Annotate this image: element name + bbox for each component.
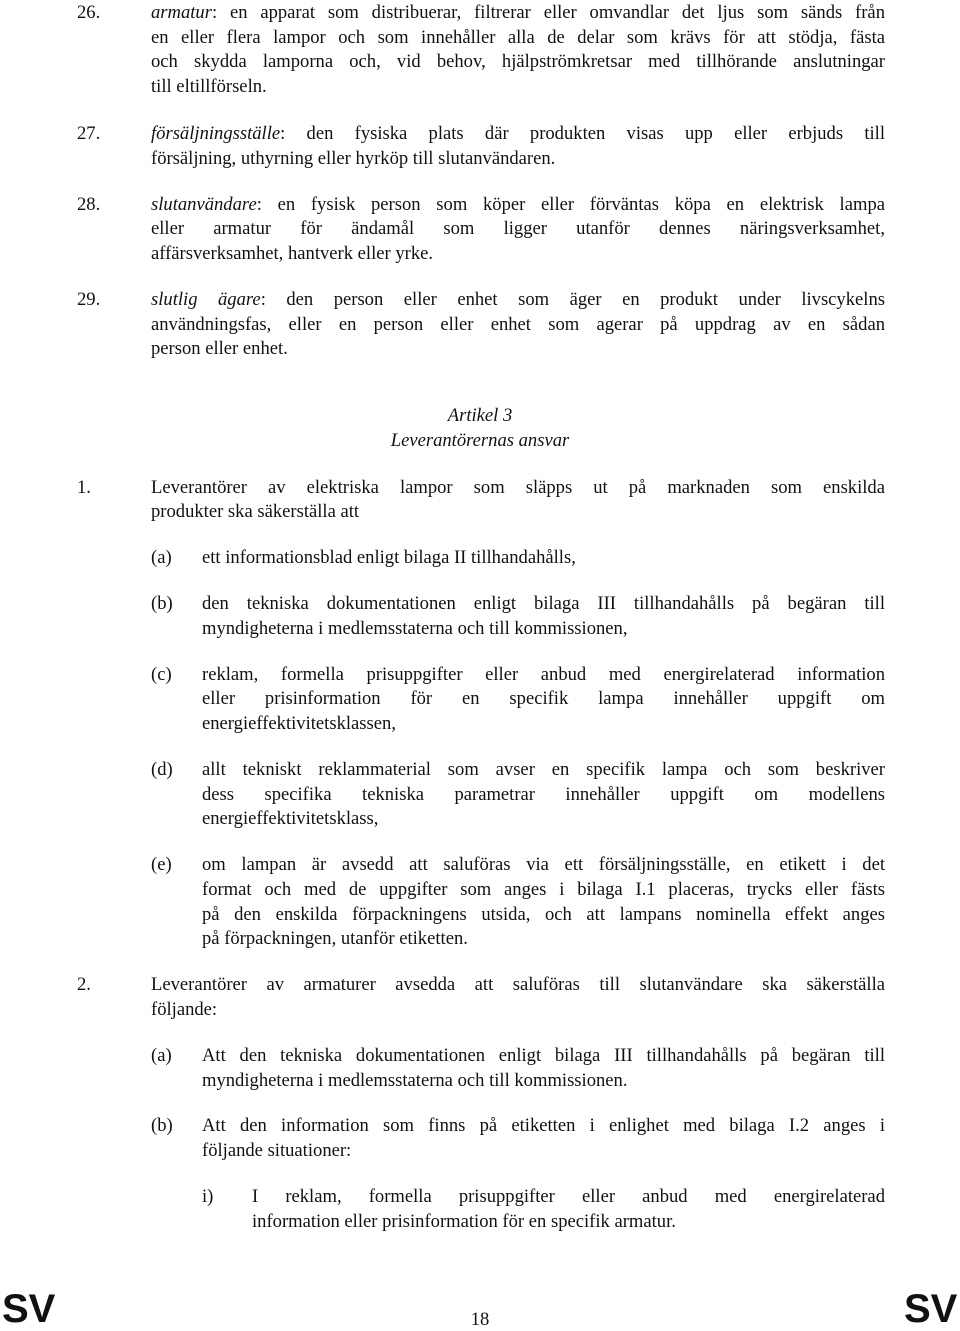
item-line: den tekniska dokumentationen enligt bilaga III tillhandahålls på begäran till xyxy=(202,593,885,614)
item-label: (b) xyxy=(151,593,173,614)
item-line: på den enskilda förpackningens utsida, och att lampans nominella effekt anges xyxy=(202,904,885,925)
paragraph-number: 2. xyxy=(77,974,91,995)
defined-term: försäljningsställe xyxy=(151,123,281,144)
paragraph-line: produkter ska säkerställa att xyxy=(151,501,360,522)
definition-line: en eller flera lampor och som innehåller alla de delar som krävs för att stödja, fästa xyxy=(151,27,885,48)
definition-line xyxy=(151,192,885,217)
language-code-left: SV xyxy=(2,1287,56,1331)
item-line: Att den tekniska dokumentationen enligt bilaga III tillhandahålls på begäran till xyxy=(202,1045,885,1066)
item-line: allt tekniskt reklammaterial som avser en specifik lampa och som beskriver xyxy=(202,759,885,780)
paragraph-number: 1. xyxy=(77,477,91,498)
item-line: reklam, formella prisuppgifter eller anbud med energirelaterad information xyxy=(202,664,885,685)
article-number: Artikel 3 xyxy=(447,405,513,426)
defined-term: armatur xyxy=(151,2,212,23)
subitem-label: i) xyxy=(202,1186,214,1207)
paragraph-line: följande: xyxy=(151,999,218,1020)
definition-text: : den person eller enhet som äger en produkt under livscykelns xyxy=(260,289,885,310)
item-label: (e) xyxy=(151,854,172,875)
definition-line: användningsfas, eller en person eller enhet som agerar på uppdrag av en sådan xyxy=(151,314,885,335)
item-label: (a) xyxy=(151,1045,172,1066)
subitem-line: I reklam, formella prisuppgifter eller anbud med energirelaterad xyxy=(252,1186,885,1207)
definition-number: 29. xyxy=(77,289,101,310)
item-label: (b) xyxy=(151,1115,173,1136)
defined-term: slutlig ägare xyxy=(151,289,261,310)
definition-line: affärsverksamhet, hantverk eller yrke. xyxy=(151,243,434,264)
definition-text: : en apparat som distribuerar, filtrerar eller omvandlar det ljus som sänds från xyxy=(211,2,885,23)
item-label: (d) xyxy=(151,759,173,780)
definition-text: : en fysisk person som köper eller förväntas köpa en elektrisk lampa xyxy=(256,194,885,215)
item-line: följande situationer: xyxy=(202,1140,352,1161)
definition-line xyxy=(151,121,885,146)
definition-line: till eltillförseln. xyxy=(151,76,267,97)
paragraph-line: Leverantörer av elektriska lampor som släpps ut på marknaden som enskilda xyxy=(151,477,885,498)
item-line: på förpackningen, utanför etiketten. xyxy=(202,928,468,949)
definition-line: försäljning, uthyrning eller hyrköp till slutanvändaren. xyxy=(151,148,556,169)
definition-line xyxy=(151,0,885,25)
definition-number: 26. xyxy=(77,2,101,23)
item-line: format och med de uppgifter som anges i bilaga I.1 placeras, trycks eller fästs xyxy=(202,879,885,900)
definition-number: 27. xyxy=(77,123,101,144)
item-line: energieffektivitetsklassen, xyxy=(202,713,396,734)
definition-line: eller armatur för ändamål som ligger utanför dennes näringsverksamhet, xyxy=(151,218,885,239)
language-code-right: SV xyxy=(904,1287,958,1331)
item-line: dess specifika tekniska parametrar innehåller uppgift om modellens xyxy=(202,784,885,805)
definition-line xyxy=(151,287,885,312)
item-label: (a) xyxy=(151,547,172,568)
item-line: Att den information som finns på etiketten i enlighet med bilaga I.2 anges i xyxy=(202,1115,885,1136)
paragraph-line: Leverantörer av armaturer avsedda att saluföras till slutanvändare ska säkerställa xyxy=(151,974,885,995)
article-title: Leverantörernas ansvar xyxy=(390,430,570,451)
item-line: energieffektivitetsklass, xyxy=(202,808,379,829)
subitem-line: information eller prisinformation för en specifik armatur. xyxy=(252,1211,676,1232)
defined-term: slutanvändare xyxy=(151,194,257,215)
page-number: 18 xyxy=(470,1309,490,1330)
item-line: eller prisinformation för en specifik lampa innehåller uppgift om xyxy=(202,688,885,709)
definition-number: 28. xyxy=(77,194,101,215)
item-line: myndigheterna i medlemsstaterna och till kommissionen, xyxy=(202,618,628,639)
item-line: ett informationsblad enligt bilaga II tillhandahålls, xyxy=(202,547,576,568)
item-line: om lampan är avsedd att saluföras via ett försäljningsställe, en etikett i det xyxy=(202,854,885,875)
definition-text: : den fysiska plats där produkten visas upp eller erbjuds till xyxy=(280,123,885,144)
item-line: myndigheterna i medlemsstaterna och till kommissionen. xyxy=(202,1070,628,1091)
item-label: (c) xyxy=(151,664,172,685)
definition-line: person eller enhet. xyxy=(151,338,288,359)
definition-line: och skydda lamporna och, vid behov, hjälpströmkretsar med tillhörande anslutningar xyxy=(151,51,885,72)
